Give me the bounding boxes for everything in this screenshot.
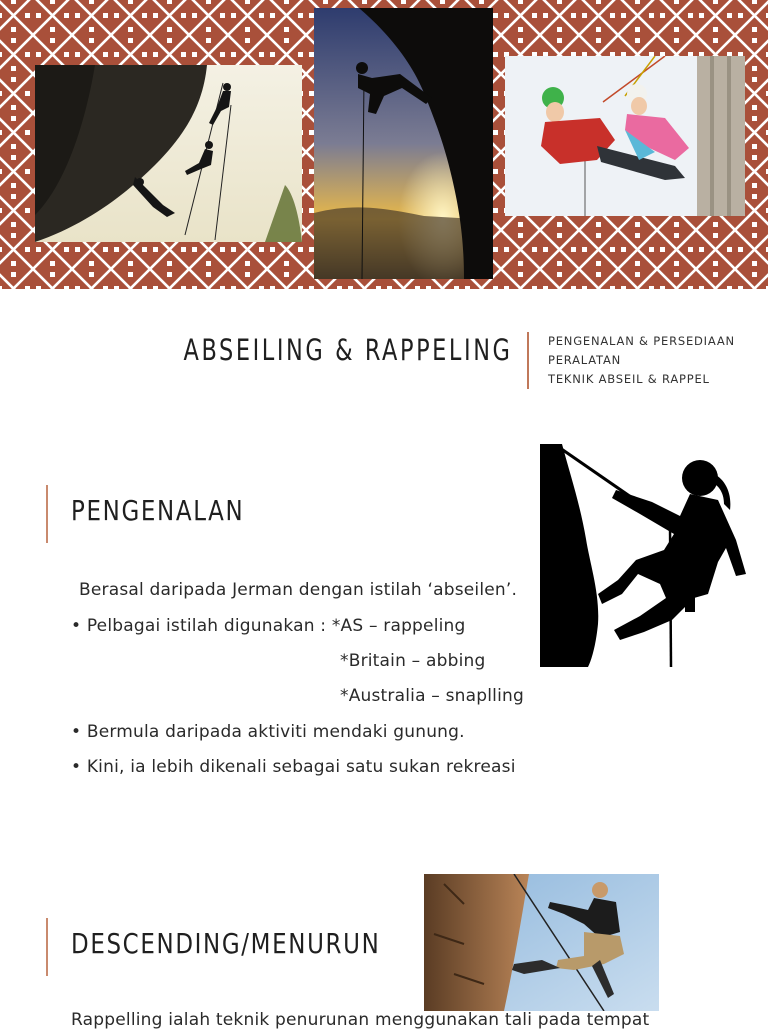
bullet-origin: • Bermula daripada aktiviti mendaki gunung. [71,722,465,742]
helmet-abseilers-photo [505,56,745,216]
abseilers-overhang-photo [35,65,302,242]
section-heading-pengenalan: PENGENALAN [71,494,245,527]
title-divider [527,332,529,389]
descending-definition: Rappelling ialah teknik penurunan menggunakan tali pada tempat [71,1010,650,1030]
toc-item[interactable]: PERALATAN [548,353,622,367]
presentation-title: ABSEILING & RAPPELING [184,333,513,367]
intro-line: Berasal daripada Jerman dengan istilah ‘abseilen’. [79,580,518,600]
table-of-contents [548,332,735,389]
banner [0,0,768,289]
section-heading-descending: DESCENDING/MENURUN [71,927,381,960]
sunset-climber-photo [314,8,493,279]
section-accent-bar [46,918,48,976]
section-accent-bar [46,485,48,543]
bullet-recreation: • Kini, ia lebih dikenali sebagai satu sukan rekreasi [71,757,516,777]
toc-item[interactable]: PENGENALAN & PERSEDIAAN [548,334,735,348]
rock-climber-photo [424,874,659,1011]
term-britain: *Britain – abbing [340,651,486,671]
climber-silhouette-image [540,444,762,667]
toc-item[interactable]: TEKNIK ABSEIL & RAPPEL [548,372,710,386]
term-australia: *Australia – snaplling [340,686,524,706]
bullet-terms: • Pelbagai istilah digunakan : *AS – rappeling [71,616,466,636]
